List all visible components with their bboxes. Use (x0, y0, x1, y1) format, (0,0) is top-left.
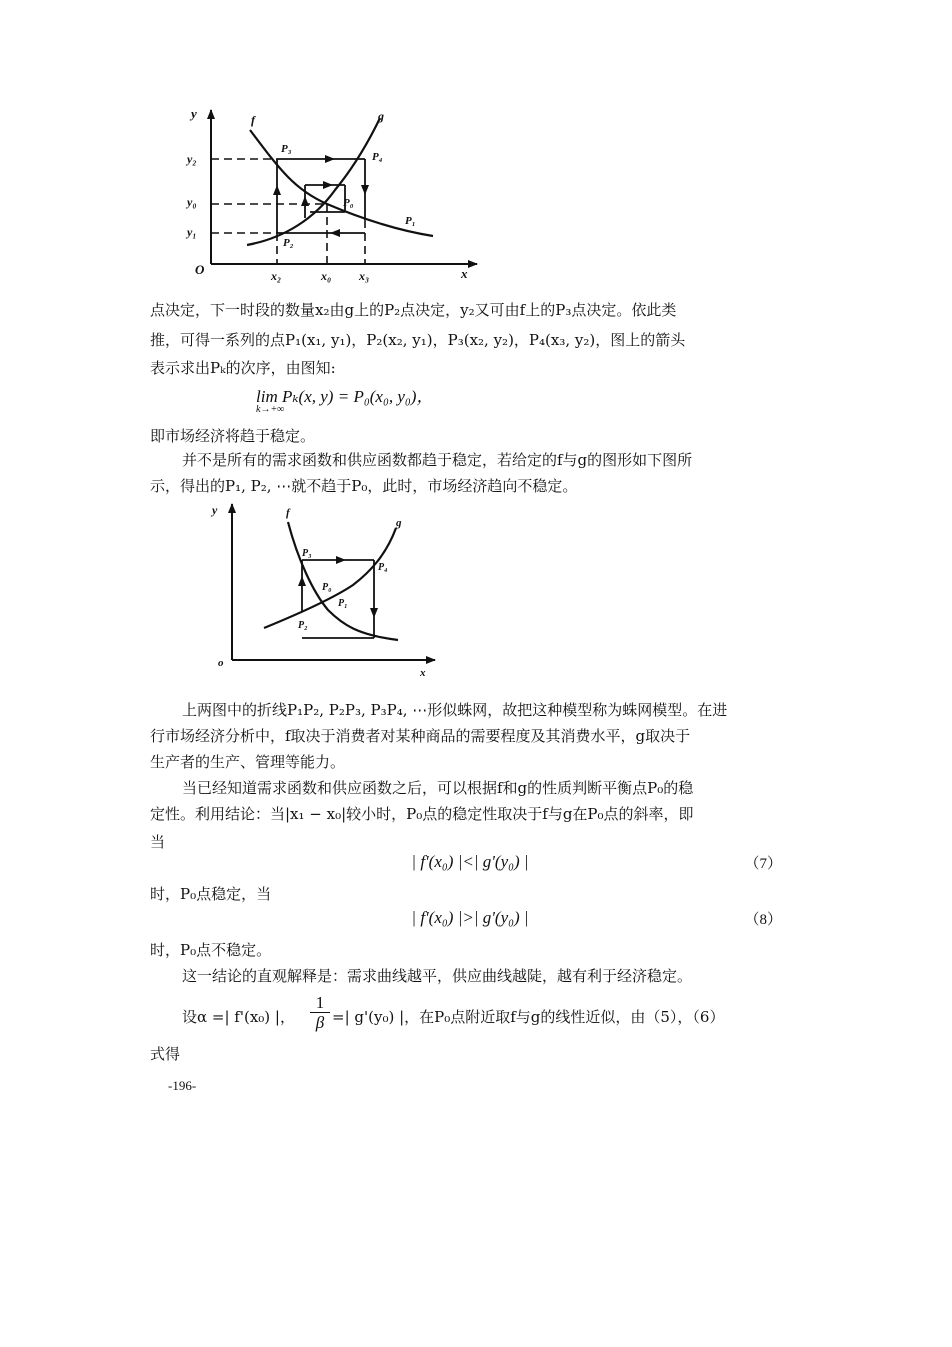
label-x: x (461, 266, 468, 281)
label-g-2: g (396, 517, 402, 529)
fraction (310, 994, 330, 1033)
para5-line1: 当已经知道需求函数和供应函数之后，可以根据f和g的性质判断平衡点P₀的稳 (182, 779, 694, 797)
para4-line3: 生产者的生产、管理等能力。 (150, 753, 346, 771)
fraction-denominator: β (315, 1013, 325, 1032)
equation-7: | f'(x₀) |<| g'(y₀) | (411, 852, 529, 871)
label-y2: y₂ (187, 152, 197, 166)
label-p2: P₂ (283, 237, 294, 249)
label-origin-2: o (218, 657, 224, 669)
para9-part-a: 设α =| f'(x₀) |， (182, 1008, 295, 1026)
label-p2-2: P₂ (298, 620, 308, 631)
page-number: -196- (168, 1078, 197, 1093)
fraction-numerator: 1 (310, 994, 330, 1013)
para3-line2: 示，得出的P₁, P₂, ⋯就不趋于P₀，此时，市场经济趋向不稳定。 (150, 477, 578, 495)
limit-equation (256, 382, 556, 422)
figure-cobweb-stable (185, 100, 485, 285)
curve-g (247, 118, 380, 245)
label-y-2: y (212, 503, 218, 517)
para3-line1: 并不是所有的需求函数和供应函数都趋于稳定，若给定的f与g的图形如下图所 (182, 451, 693, 469)
label-p3: P₃ (281, 143, 292, 155)
label-p1-2: P₁ (338, 598, 348, 609)
equation-8-row (150, 908, 790, 934)
equation-7-number: （7） (744, 856, 782, 872)
para1-line1: 点决定，下一时段的数量x₂由g上的P₂点决定，y₂又可由f上的P₃点决定。依此类 (150, 301, 677, 319)
equation-8: | f'(x₀) |>| g'(y₀) | (411, 908, 529, 927)
para7: 时，P₀点不稳定。 (150, 941, 272, 959)
para10: 式得 (150, 1045, 181, 1063)
para6: 时，P₀点稳定，当 (150, 885, 272, 903)
label-y: y (191, 106, 197, 121)
para5-line2: 定性。利用结论：当|x₁ − x₀|较小时，P₀点的稳定性取决于f与g在P₀点的斜率，即 (150, 805, 694, 823)
label-p0-2: P₀ (322, 582, 332, 593)
para1-line3: 表示求出Pₖ的次序，由图知: (150, 359, 336, 377)
equation-8-number: （8） (744, 912, 782, 928)
label-x0: x₀ (321, 269, 332, 283)
label-x2: x₂ (271, 269, 282, 283)
para5-line3: 当 (150, 833, 166, 851)
label-y1: y₁ (187, 225, 197, 239)
equation-7-row (150, 852, 790, 878)
para9-part-b: =| g'(y₀) |，在P₀点附近取f与g的线性近似，由（5），（6） (332, 1008, 725, 1026)
limit-expression: lim Pₖ(x, y) = P₀(x₀, y₀)， (256, 387, 434, 406)
label-g: g (378, 109, 384, 123)
para9 (182, 994, 790, 1034)
label-x3: x₃ (359, 269, 370, 283)
para4-line2: 行市场经济分析中，f取决于消费者对某种商品的需要程度及其消费水平，g取决于 (150, 727, 691, 745)
label-y0: y₀ (187, 195, 197, 209)
label-p4-2: P₄ (378, 562, 388, 573)
label-x-2: x (420, 667, 426, 679)
para8: 这一结论的直观解释是：需求曲线越平，供应曲线越陡，越有利于经济稳定。 (182, 967, 693, 985)
label-p1: P₁ (405, 215, 416, 227)
label-p4: P₄ (372, 151, 383, 163)
label-f-2: f (286, 507, 290, 519)
figure-cobweb-unstable (198, 500, 448, 685)
para1-line2: 推，可得一系列的点P₁(x₁, y₁)，P₂(x₂, y₁)，P₃(x₂, y₂)，P₄(x₃, y₂)，图上的箭头 (150, 331, 686, 349)
label-f: f (251, 113, 255, 127)
para2: 即市场经济将趋于稳定。 (150, 427, 316, 445)
label-p0: P₀ (343, 197, 354, 209)
label-origin: O (195, 262, 205, 277)
limit-subscript: k→+∞ (256, 404, 285, 415)
label-p3-2: P₃ (302, 548, 312, 559)
para4-line1: 上两图中的折线P₁P₂, P₂P₃, P₃P₄, ⋯形似蛛网，故把这种模型称为蛛网模型。在进 (182, 701, 728, 719)
